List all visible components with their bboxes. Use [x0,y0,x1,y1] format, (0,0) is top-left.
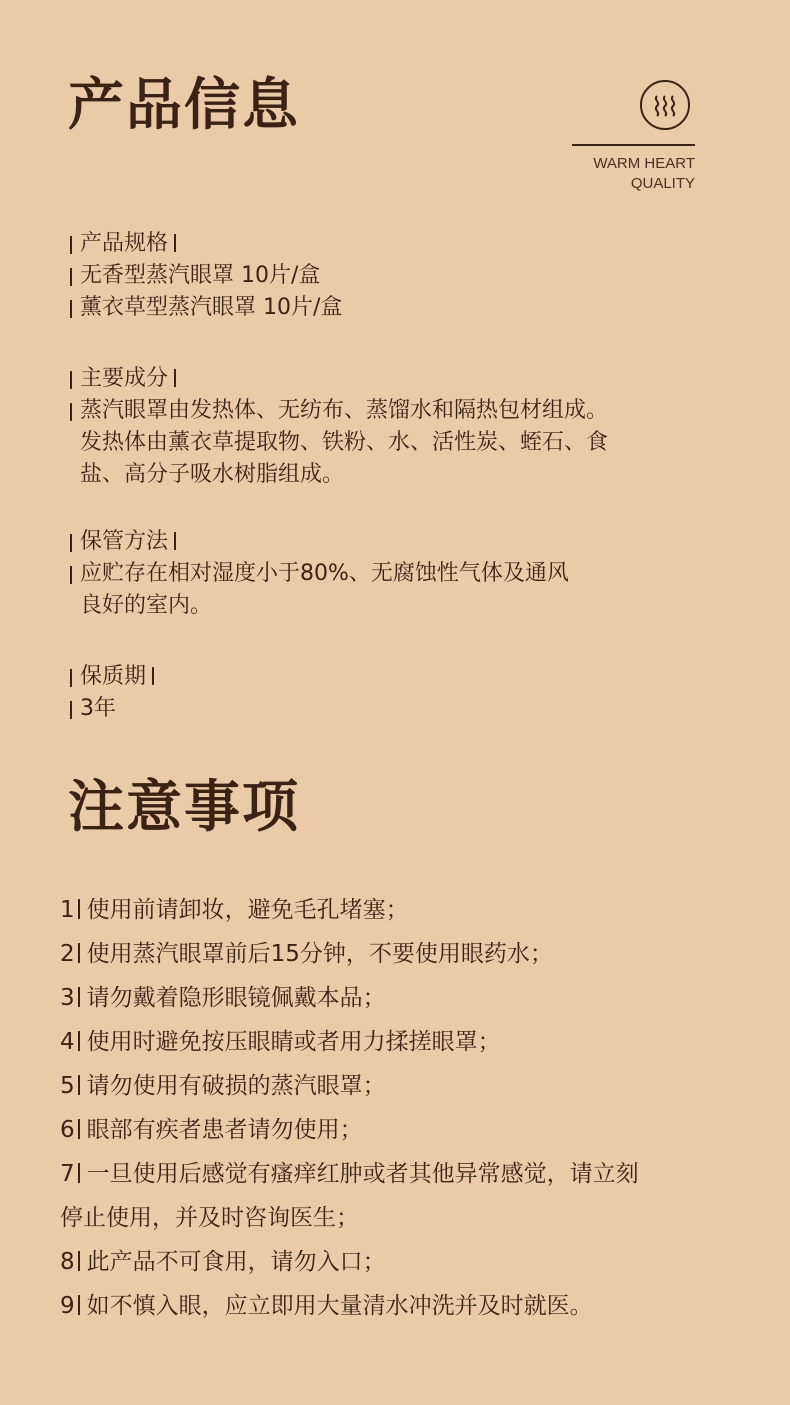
storage-label-row [70,526,569,558]
spec-label-row [70,228,342,260]
spec-item: 薰衣草型蒸汽眼罩 10片/盒 [70,292,342,324]
ingredients-label-row [70,363,608,395]
notes-title: 注意事项 [68,775,300,840]
badge-text-warm-heart: WARM HEART [593,155,695,172]
storage-text: 应贮存在相对湿度小于80%、无腐蚀性气体及通风 [70,558,569,590]
note-item: 2 使用蒸汽眼罩前后15分钟，不要使用眼药水； [60,941,553,967]
spec-section [70,228,342,324]
ingredients-label: 主要成分 [80,366,169,391]
note-item: 5 请勿使用有破损的蒸汽眼罩； [60,1073,386,1099]
spec-label: 产品规格 [80,231,169,256]
notes-list [60,888,639,1328]
spec-item: 无香型蒸汽眼罩 10片/盒 [70,260,342,292]
storage-section [70,526,569,622]
badge-text-quality: QUALITY [630,175,695,192]
steam-icon [640,80,690,130]
note-item: 4 使用时避免按压眼睛或者用力揉搓眼罩； [60,1029,501,1055]
ingredients-text: 盐、高分子吸水树脂组成。 [80,462,345,487]
note-item: 9 如不慎入眼，应立即用大量清水冲洗并及时就医。 [60,1293,593,1319]
quality-badge [572,80,697,200]
shelf-life-label: 保质期 [80,664,147,689]
storage-text: 良好的室内。 [80,593,213,618]
note-item: 1 使用前请卸妆，避免毛孔堵塞； [60,897,409,923]
shelf-life-label-row [70,661,154,693]
storage-label: 保管方法 [80,529,169,554]
ingredients-text: 蒸汽眼罩由发热体、无纺布、蒸馏水和隔热包材组成。 [70,395,608,427]
shelf-life-section [70,661,154,725]
badge-divider [572,144,695,146]
product-info-title: 产品信息 [68,73,300,138]
note-item: 8 此产品不可食用，请勿入口； [60,1249,386,1275]
note-item: 3 请勿戴着隐形眼镜佩戴本品； [60,985,386,1011]
ingredients-section [70,363,608,491]
note-item-continued: 停止使用，并及时咨询医生； [60,1205,359,1231]
note-item: 6 眼部有疾者患者请勿使用； [60,1117,363,1143]
shelf-life-value: 3年 [70,693,154,725]
ingredients-text: 发热体由薰衣草提取物、铁粉、水、活性炭、蛭石、食 [80,430,609,455]
note-item: 7 一旦使用后感觉有瘙痒红肿或者其他异常感觉，请立刻 [60,1161,639,1187]
